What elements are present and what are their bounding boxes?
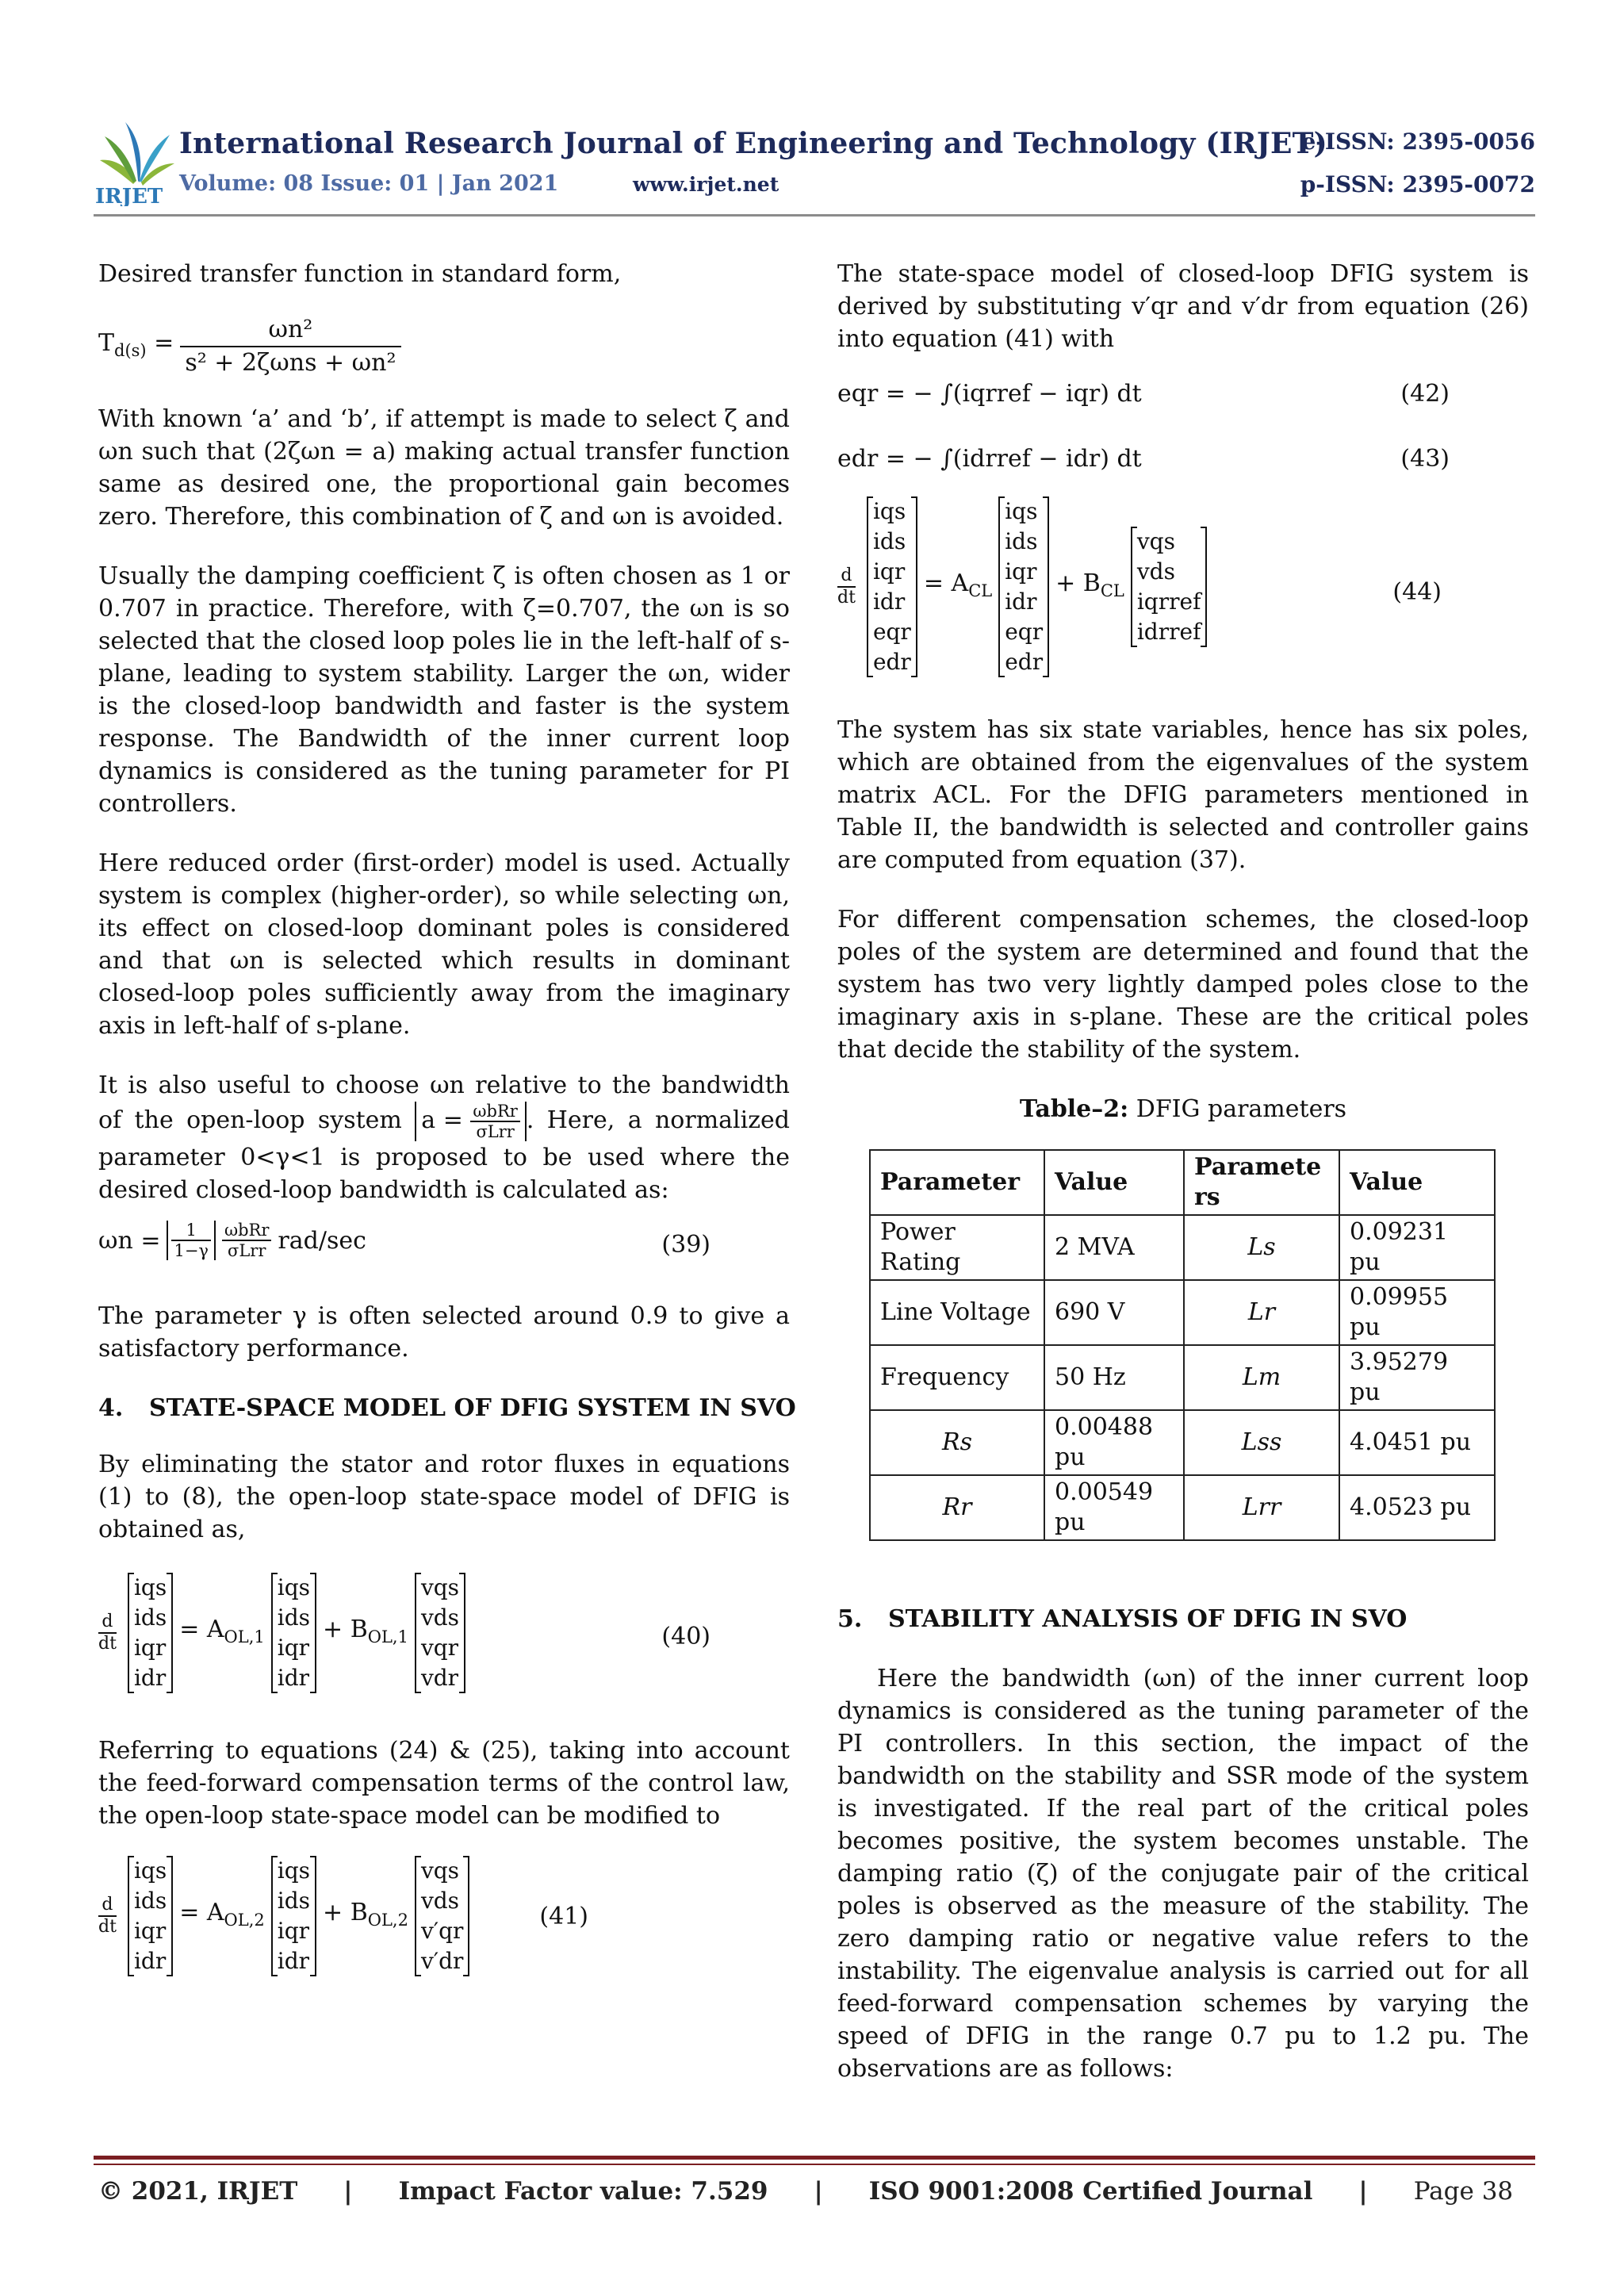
state-vector: iqs ids iqr idr: [128, 1573, 173, 1693]
journal-header: [94, 119, 1535, 218]
irjet-logo-icon: [94, 119, 179, 206]
header-divider: [94, 214, 1535, 217]
equation-number: (44): [1392, 578, 1442, 606]
table-header-row: [870, 1150, 1495, 1215]
footer-copyright: © 2021, IRJET: [98, 2177, 298, 2206]
equation-number: (42): [1400, 380, 1450, 408]
state-vector: iqs ids iqr idr eqr edr: [998, 496, 1049, 677]
td-fraction: $\frac{\text{ωn²}}{\text{s² + 2ζωns + ωn²}}$: [180, 314, 400, 379]
footer-iso: ISO 9001:2008 Certified Journal: [868, 2177, 1313, 2206]
equation-43: edr = − ∫(idrref − idr) dt (43): [837, 443, 1529, 485]
table-header: Parameter: [870, 1150, 1044, 1215]
e-issn: e-ISSN: 2395-0056: [1301, 128, 1535, 155]
equation-42: eqr = − ∫(iqrref − iqr) dt (42): [837, 378, 1529, 425]
paragraph: Here reduced order (first-order) model is used. Actually system is complex (higher-order), so while selecting ωn, its effect on closed-loop dominant poles is considered and that ωn is selected which results in dominant closed-loop poles sufficiently away from the imaginary axis in left-half of s-plane.: [98, 849, 790, 1040]
paragraph: The state-space model of closed-loop DFIG system is derived by substituting v′qr and v′dr from equation (26) into equation (41) with: [837, 260, 1529, 353]
input-vector: vqs vds iqrref idrref: [1131, 527, 1208, 647]
table-caption: Table–2: DFIG parameters: [1019, 1095, 1347, 1123]
paragraph: Here the bandwidth (ωn) of the inner current loop dynamics is considered as the tuning parameter of the PI controllers. In this section, the impact of the bandwidth on the stability and SSR mode of the system is investigated. If the real part of the critical poles becomes positive, the system becomes unstable. The damping ratio (ζ) of the conjugate pair of the critical poles is observed as the measure of the stability. The zero damping ratio or negative value refers to the instability. The eigenvalue analysis is carried out for all feed-forward compensation schemes by varying the speed of DFIG in the range 0.7 pu to 1.2 pu. The observations are as follows:: [837, 1665, 1529, 2083]
table-row: Power Rating 2 MVA Ls 0.09231 pu: [870, 1215, 1495, 1280]
paragraph: Usually the damping coefficient ζ is often chosen as 1 or 0.707 in practice. Therefore, with ζ=0.707, the ωn is so selected that the closed loop poles lie in the left-half of s-plane, leading to system stability. Larger the ωn, wider is the closed-loop bandwidth and faster is the system response. The Bandwidth of the inner current loop dynamics is considered as the tuning parameter for PI controllers.: [98, 562, 790, 818]
website-link[interactable]: www.irjet.net: [633, 173, 779, 196]
footer-impact: Impact Factor value: 7.529: [398, 2177, 768, 2206]
page-number: Page 38: [1413, 2177, 1514, 2206]
footer-divider: [94, 2156, 1535, 2160]
state-vector: iqs ids iqr idr: [271, 1856, 316, 1976]
paragraph: With known ‘a’ and ‘b’, if attempt is made to select ζ and ωn such that (2ζωn = a) making actual transfer function same as desired one, the proportional gain becomes zero. Therefore, this combination of ζ and ωn is avoided.: [98, 405, 790, 531]
section-heading-5: 5. STABILITY ANALYSIS OF DFIG IN SVO: [837, 1605, 1408, 1633]
table-header: Value: [1339, 1150, 1495, 1215]
table-row: Rs 0.00488 pu Lss 4.0451 pu: [870, 1410, 1495, 1475]
paragraph: The parameter γ is often selected around 0.9 to give a satisfactory performance.: [98, 1302, 790, 1363]
paragraph: For different compensation schemes, the closed-loop poles of the system are determined and found that the system has two very lightly damped poles close to the imaginary axis in s-plane. These are the critical poles that decide the stability of the system.: [837, 906, 1529, 1064]
paragraph: Desired transfer function in standard form,: [98, 260, 622, 288]
equation-40: d dt iqs ids iqr idr = $A_{OL,1}$ iqs ids iqr idr + $B_{OL,1}$ vqs vds vqr vdr (40): [98, 1573, 790, 1712]
equation-number: (40): [661, 1623, 710, 1650]
equation-number: (43): [1400, 445, 1450, 473]
table-row: Rr 0.00549 pu Lrr 4.0523 pu: [870, 1475, 1495, 1540]
input-vector: vqs vds vqr vdr: [415, 1573, 465, 1693]
paragraph: By eliminating the stator and rotor fluxes in equations (1) to (8), the open-loop state-space model of DFIG is obtained as,: [98, 1451, 790, 1543]
svg-text:IRJET: IRJET: [95, 185, 163, 206]
volume-issue: Volume: 08 Issue: 01 | Jan 2021: [179, 171, 559, 196]
p-issn: p-ISSN: 2395-0072: [1300, 171, 1535, 197]
paragraph: The system has six state variables, hence has six poles, which are obtained from the eigenvalues of the system matrix ACL. For the DFIG parameters mentioned in Table II, the bandwidth is selected and controller gains are computed from equation (37).: [837, 716, 1529, 874]
state-vector: iqs ids iqr idr: [271, 1573, 316, 1693]
equation-number: (39): [661, 1231, 710, 1259]
equation-number: (41): [539, 1902, 589, 1930]
table-row: Frequency 50 Hz Lm 3.95279 pu: [870, 1345, 1495, 1410]
state-vector: iqs ids iqr idr: [128, 1856, 173, 1976]
equation-41: d dt iqs ids iqr idr = $A_{OL,2}$ iqs ids iqr idr + $B_{OL,2}$ vqs vds v′qr v′dr (41): [98, 1856, 790, 1995]
equation-39: ωn = $\frac{1}{1-\gamma}$ $\frac{\text{ωbRr}}{\text{σLrr}}$ rad/sec (39): [98, 1221, 710, 1260]
section-heading-4: 4. STATE-SPACE MODEL OF DFIG SYSTEM IN SVO: [98, 1394, 796, 1422]
table-row: Line Voltage 690 V Lr 0.09955 pu: [870, 1280, 1495, 1345]
left-column: [98, 258, 796, 2013]
equation-td: $T_{d(s)}$ = $\frac{\text{ωn²}}{\text{s² + 2ζωns + ωn²}}$: [98, 314, 790, 384]
equation-44: d dt iqs ids iqr idr eqr edr = $A_{CL}$ iqs ids iqr idr eqr edr + $B_{CL}$ vqs vds iqrref idrref (44): [837, 496, 1529, 695]
state-vector: iqs ids iqr idr eqr edr: [867, 496, 917, 677]
journal-title: International Research Journal of Engineering and Technology (IRJET): [179, 127, 1327, 160]
page-footer: © 2021, IRJET | Impact Factor value: 7.529 | ISO 9001:2008 Certified Journal | Page 38: [98, 2177, 1514, 2206]
dfig-parameters-table: [869, 1149, 1496, 1541]
table-header: Paramete rs: [1184, 1150, 1339, 1215]
table-header: Value: [1044, 1150, 1184, 1215]
input-vector: vqs vds v′qr v′dr: [415, 1856, 469, 1976]
paragraph-bandwidth: It is also useful to choose ωn relative to the bandwidth of the open-loop system a = $\frac{\text{ωbRr}}{\text{σLrr}}$ . Here, a normalized parameter 0<γ<1 is proposed to be used where the desired closed-loop bandwidth is calculated as:: [98, 1071, 790, 1204]
right-column: [837, 258, 1529, 2112]
footer-divider-thin: [94, 2164, 1535, 2165]
paragraph: Referring to equations (24) & (25), taking into account the feed-forward compensation terms of the control law, the open-loop state-space model can be modified to: [98, 1737, 790, 1830]
